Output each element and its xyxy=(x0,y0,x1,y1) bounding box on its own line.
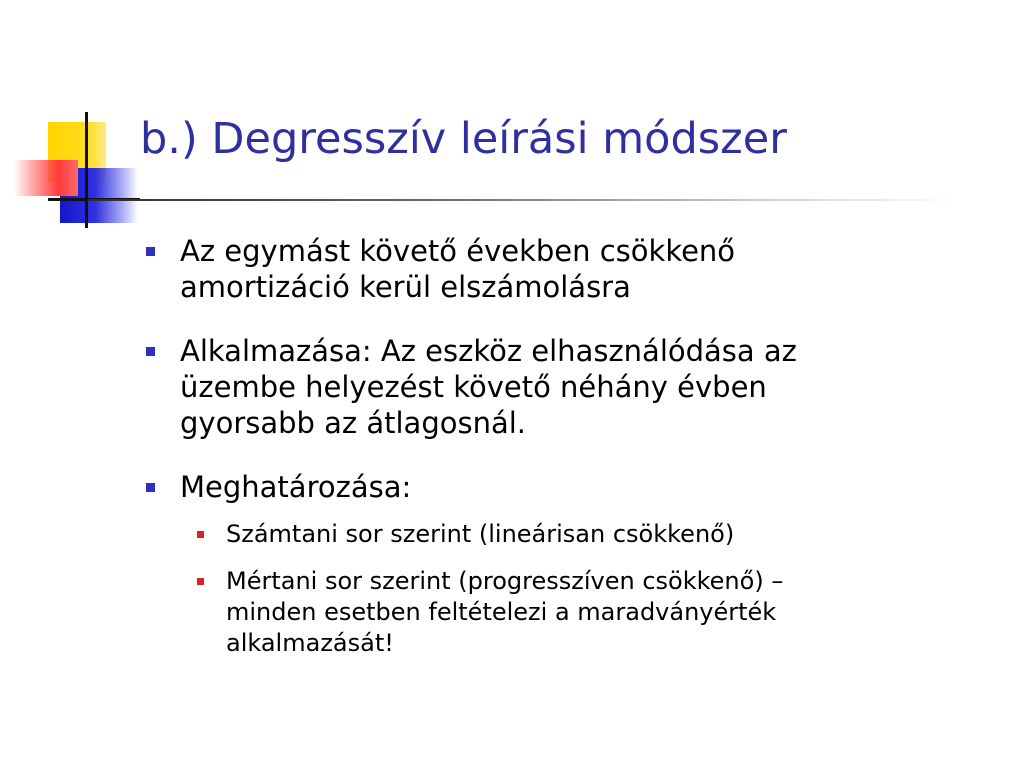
decor-red-bar xyxy=(14,160,78,196)
sub-bullet-item xyxy=(226,566,986,659)
sub-bullet-square-icon xyxy=(197,531,204,538)
sub-bullet-square-icon xyxy=(197,578,204,585)
bullet-item xyxy=(180,469,980,505)
sub-bullet-text-line: minden esetben feltételezi a maradványérték xyxy=(226,598,777,626)
sub-bullet-text-line: alkalmazását! xyxy=(226,629,394,657)
sub-bullet-item xyxy=(226,519,986,550)
sub-bullet-text-line: Mértani sor szerint (progresszíven csökkenő) – xyxy=(226,567,784,595)
bullet-square-icon xyxy=(146,247,155,256)
bullet-text-line: gyorsabb az átlagosnál. xyxy=(180,406,527,440)
bullet-text-line: amortizáció kerül elszámolásra xyxy=(180,270,631,304)
decor-vertical-line xyxy=(85,112,88,228)
slide-title: b.) Degresszív leírási módszer xyxy=(140,114,787,164)
bullet-text-line: üzembe helyezést követő néhány évben xyxy=(180,370,767,404)
bullet-square-icon xyxy=(146,347,155,356)
bullet-square-icon xyxy=(146,483,155,492)
bullet-text-line: Az egymást követő években csökkenő xyxy=(180,234,736,268)
title-underline xyxy=(88,199,958,201)
sub-bullet-text-line: Számtani sor szerint (lineárisan csökkenő) xyxy=(226,520,735,548)
bullet-item xyxy=(180,333,980,441)
bullet-text-line: Meghatározása: xyxy=(180,470,412,504)
bullet-item xyxy=(180,233,980,305)
bullet-text-line: Alkalmazása: Az eszköz elhasználódása az xyxy=(180,334,797,368)
